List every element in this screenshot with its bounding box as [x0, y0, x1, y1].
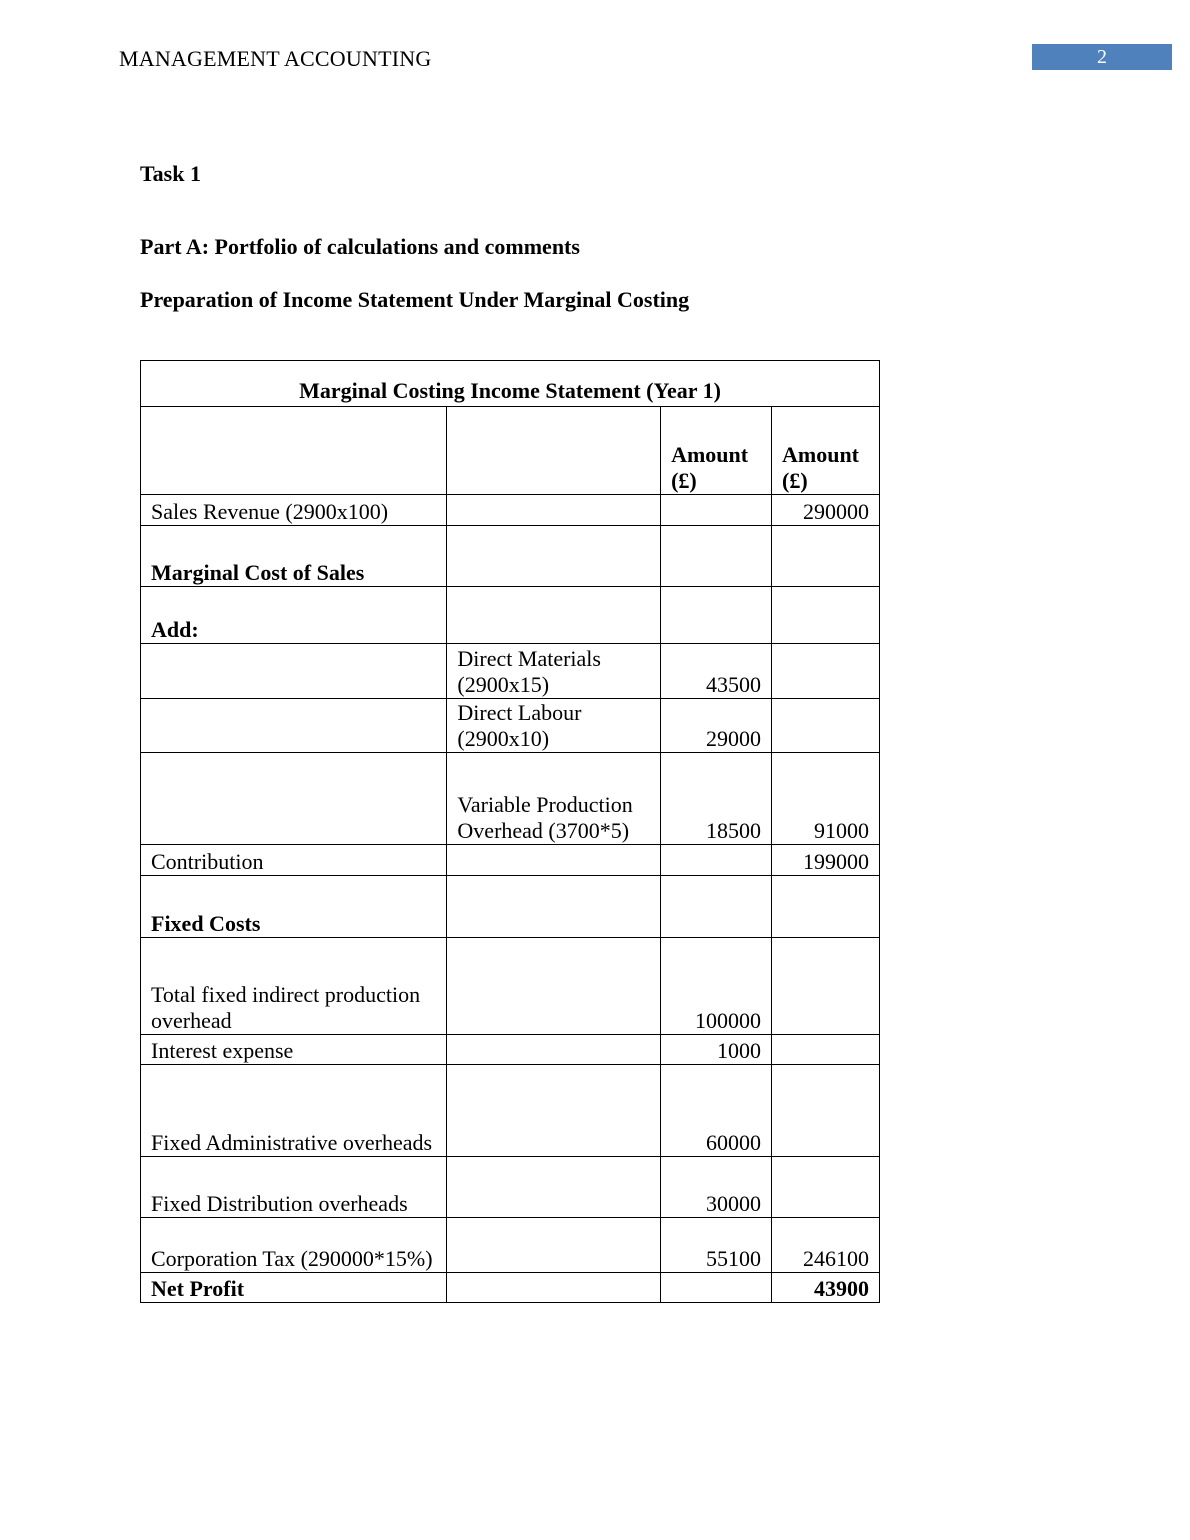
- row-label: Net Profit: [141, 1273, 447, 1303]
- row-amount: 18500: [661, 753, 772, 845]
- row-amount: 100000: [661, 938, 772, 1035]
- table-row: [141, 1035, 880, 1065]
- row-label: Total fixed indirect production overhead: [141, 938, 447, 1035]
- table-row: [141, 699, 880, 753]
- table-row: [141, 753, 880, 845]
- row-amount: 43500: [661, 644, 772, 699]
- table-header-row: [141, 407, 880, 495]
- row-label: Contribution: [141, 845, 447, 876]
- header-amount-1: Amount (£): [661, 407, 772, 495]
- table-row: [141, 876, 880, 938]
- table-row: [141, 845, 880, 876]
- income-statement-table: [140, 360, 880, 1303]
- running-header-title: MANAGEMENT ACCOUNTING: [119, 46, 432, 71]
- row-total: 91000: [772, 753, 880, 845]
- table-row: [141, 495, 880, 526]
- table-title-row: [141, 361, 880, 407]
- row-item: Variable Production Overhead (3700*5): [447, 753, 661, 845]
- row-label: Fixed Administrative overheads: [141, 1065, 447, 1157]
- table-row: [141, 1273, 880, 1303]
- header-amount-2: Amount (£): [772, 407, 880, 495]
- row-total: 199000: [772, 845, 880, 876]
- table-title: Marginal Costing Income Statement (Year 1): [141, 361, 880, 407]
- row-amount: 60000: [661, 1065, 772, 1157]
- table-row: [141, 938, 880, 1035]
- table-row: [141, 587, 880, 644]
- row-amount: 29000: [661, 699, 772, 753]
- table-row: [141, 1065, 880, 1157]
- row-label: Sales Revenue (2900x100): [141, 495, 447, 526]
- row-label: Fixed Costs: [141, 876, 447, 938]
- table-row: [141, 1218, 880, 1273]
- preparation-heading: Preparation of Income Statement Under Marginal Costing: [140, 287, 690, 312]
- row-item: Direct Labour (2900x10): [447, 699, 661, 753]
- row-total: 246100: [772, 1218, 880, 1273]
- row-label: Corporation Tax (290000*15%): [141, 1218, 447, 1273]
- part-heading: Part A: Portfolio of calculations and comments: [140, 234, 580, 259]
- row-label: Interest expense: [141, 1035, 447, 1065]
- header-cell-empty: [141, 407, 447, 495]
- row-label: Add:: [141, 587, 447, 644]
- row-amount: 1000: [661, 1035, 772, 1065]
- page-number-badge: 2: [1032, 44, 1172, 70]
- row-total: 290000: [772, 495, 880, 526]
- table-row: [141, 1157, 880, 1218]
- task-heading: Task 1: [140, 161, 201, 186]
- header-cell-empty: [447, 407, 661, 495]
- table-row: [141, 644, 880, 699]
- table-row: [141, 526, 880, 587]
- row-item: Direct Materials (2900x15): [447, 644, 661, 699]
- row-amount: 55100: [661, 1218, 772, 1273]
- row-total: 43900: [772, 1273, 880, 1303]
- row-amount: 30000: [661, 1157, 772, 1218]
- row-label: Marginal Cost of Sales: [141, 526, 447, 587]
- row-label: Fixed Distribution overheads: [141, 1157, 447, 1218]
